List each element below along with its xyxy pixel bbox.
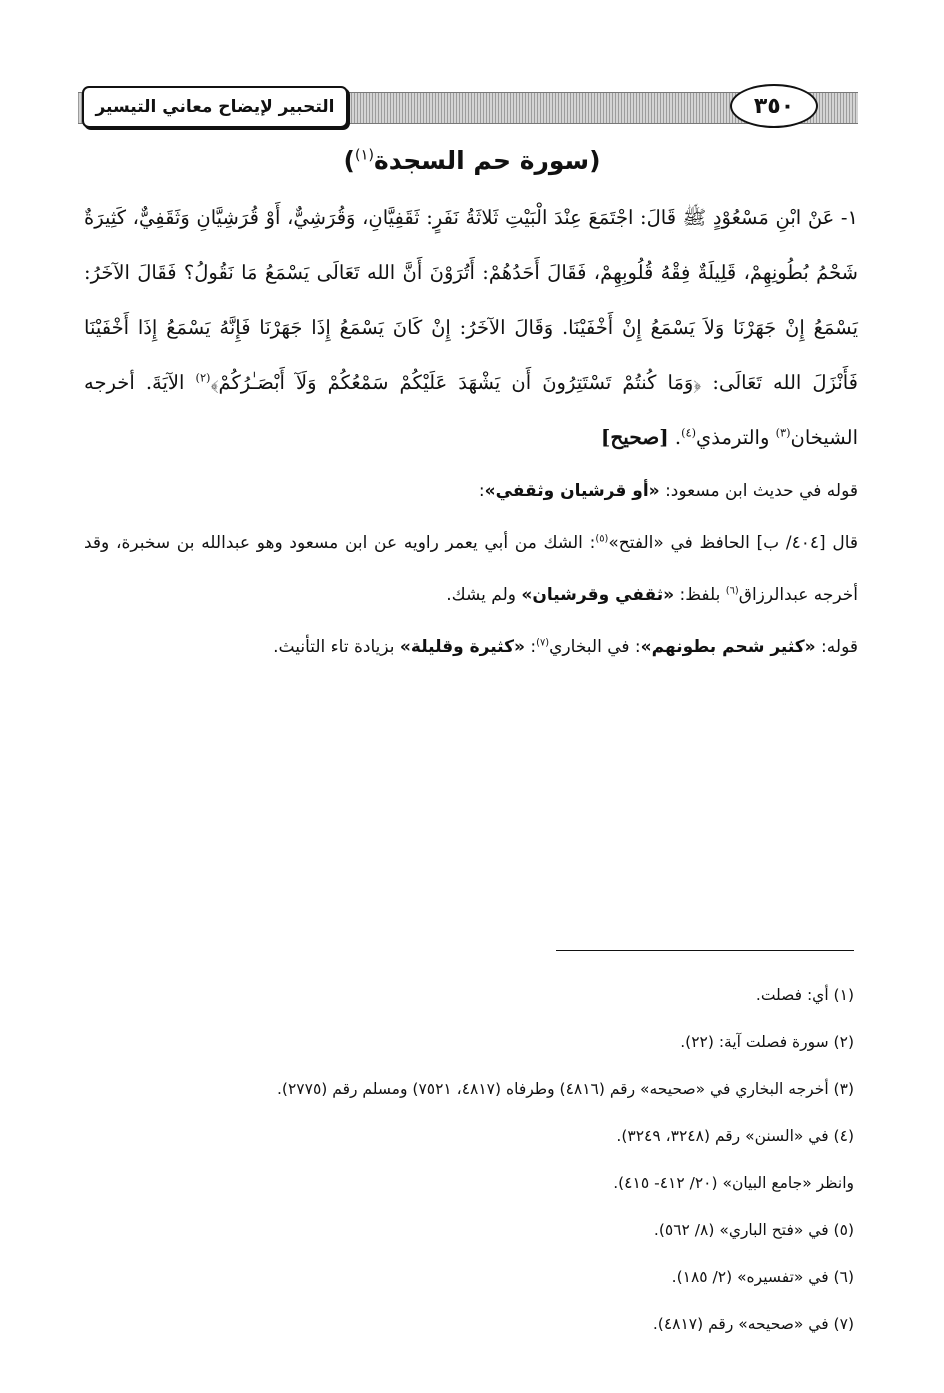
hadith-grade: [صحيح] [600,425,669,449]
quran-verse: ﴿وَمَا كُنتُمْ تَسْتَتِرُونَ أَن يَشْهَدَ عَلَيْكُمْ سَمْعُكُمْ وَلَآ أَبْصَـٰرُكُمْ﴾ [210,371,702,394]
commentary-paragraph-1 [84,465,858,517]
commentary-quote: «كثير شحم بطونهم» [640,637,816,657]
footnote-4: (٤) في «السنن» رقم (٣٢٤٨، ٣٢٤٩). [616,1127,854,1145]
main-text [84,190,858,673]
footnote-6: (٦) في «تفسيره» (٢/ ١٨٥). [671,1268,854,1286]
footnotes-spacer [84,950,854,972]
footnote-ref-6[interactable]: (٦) [725,585,739,597]
commentary-text: : [525,637,537,657]
footnote-ref-5[interactable]: (٥) [595,533,609,545]
page-number: ٣٥٠ [730,84,818,128]
hadith-source-end: . [668,426,682,449]
footnote-3: (٣) أخرجه البخاري في «صحيحه» رقم (٤٨١٦) وطرفاه (٤٨١٧، ٧٥٢١) ومسلم رقم (٢٧٧٥). [276,1080,854,1098]
footnote-ref-7[interactable]: (٧) [536,637,550,649]
footnote-ref-2[interactable]: (٢) [195,371,211,385]
footnote-ref-1[interactable]: (١) [354,147,375,164]
footnotes-list [84,950,854,1348]
commentary-paragraph-3 [84,621,858,673]
commentary-text: بلفظ: [674,585,726,605]
surah-heading [0,138,944,184]
commentary-text: ولم يشك. [446,585,522,605]
commentary-lead: قوله: [815,637,858,657]
commentary-lead: قوله في حديث ابن مسعود: [659,481,858,501]
hadith-paragraph [84,190,858,465]
running-header [78,84,858,130]
footnote-ref-3[interactable]: (٣) [775,426,791,440]
footnote-2: (٢) سورة فصلت آية: (٢٢). [680,1033,854,1051]
commentary-text: : الشك من أبي يعمر راويه عن ابن مسعود وهو عبدالله بن سخبرة، وقد أخرجه عبدالرزاق [84,533,858,605]
hadith-text: ١- عَنْ ابْنِ مَسْعُوْدٍ ﷺ قَالَ: اجْتَمَعَ عِنْدَ الْبَيْتِ ثَلاثَةُ نَفَرٍ: ثَقَفِيَّانِ، وَقُرَشِيٌّ، أَوْ قُرَشِيَّانِ وَثَقَفِيٌّ، كَثِيرَةٌ شَحْمُ بُطُونِهِمْ، قَلِيلَةٌ فِقْهُ قُلُوبِهِمْ، فَقَالَ أَحَدُهُمْ: أَتُرَوْنَ أَنَّ الله تَعَالَى يَسْمَعُ مَا نَقُولُ؟ فَقَالَ الآخَرُ: يَسْمَعُ إِنْ جَهَرْنَا وَلاَ يَسْمَعُ إِنْ أَخْفَيْنَا. وَقَالَ الآخَرُ: إِنْ كَانَ يَسْمَعُ إِذَا جَهَرْنَا فَإِنَّهُ يَسْمَعُ إِذَا أَخْفَيْنَا فَأَنْزَلَ الله تَعَالَى: [84,206,859,394]
commentary-text: بزيادة تاء التأنيث. [273,637,400,657]
book-title: التحبير لإيضاح معاني التيسير [82,86,348,128]
footnote-7: (٧) في «صحيحه» رقم (٤٨١٧). [652,1315,854,1333]
commentary-paragraph-2 [84,517,858,621]
commentary-punct: : [478,481,485,501]
footnote-1: (١) أي: فصلت. [755,986,854,1004]
footnote-4-see-also: وانظر «جامع البيان» (٢٠/ ٤١٢- ٤١٥). [613,1174,854,1192]
hadith-source-tirmidhi: والترمذي [696,426,776,449]
commentary-quote: «ثقفي وقرشيان» [521,585,675,605]
surah-title: (سورة حم السجدة [374,146,601,175]
commentary-text: قال [٤٠٤/ ب] الحافظ في «الفتح» [608,533,859,553]
surah-title-close: ) [343,146,355,175]
footnote-ref-4[interactable]: (٤) [681,426,697,440]
footnote-5: (٥) في «فتح الباري» (٨/ ٥٦٢). [653,1221,854,1239]
commentary-quote: «كثيرة وقليلة» [399,637,525,657]
hadith-source: الآيَةَ. أخرجه الشيخان [84,371,858,449]
commentary-quote: «أو قرشيان وثقفي» [484,481,660,501]
commentary-text: : في البخاري [549,637,641,657]
